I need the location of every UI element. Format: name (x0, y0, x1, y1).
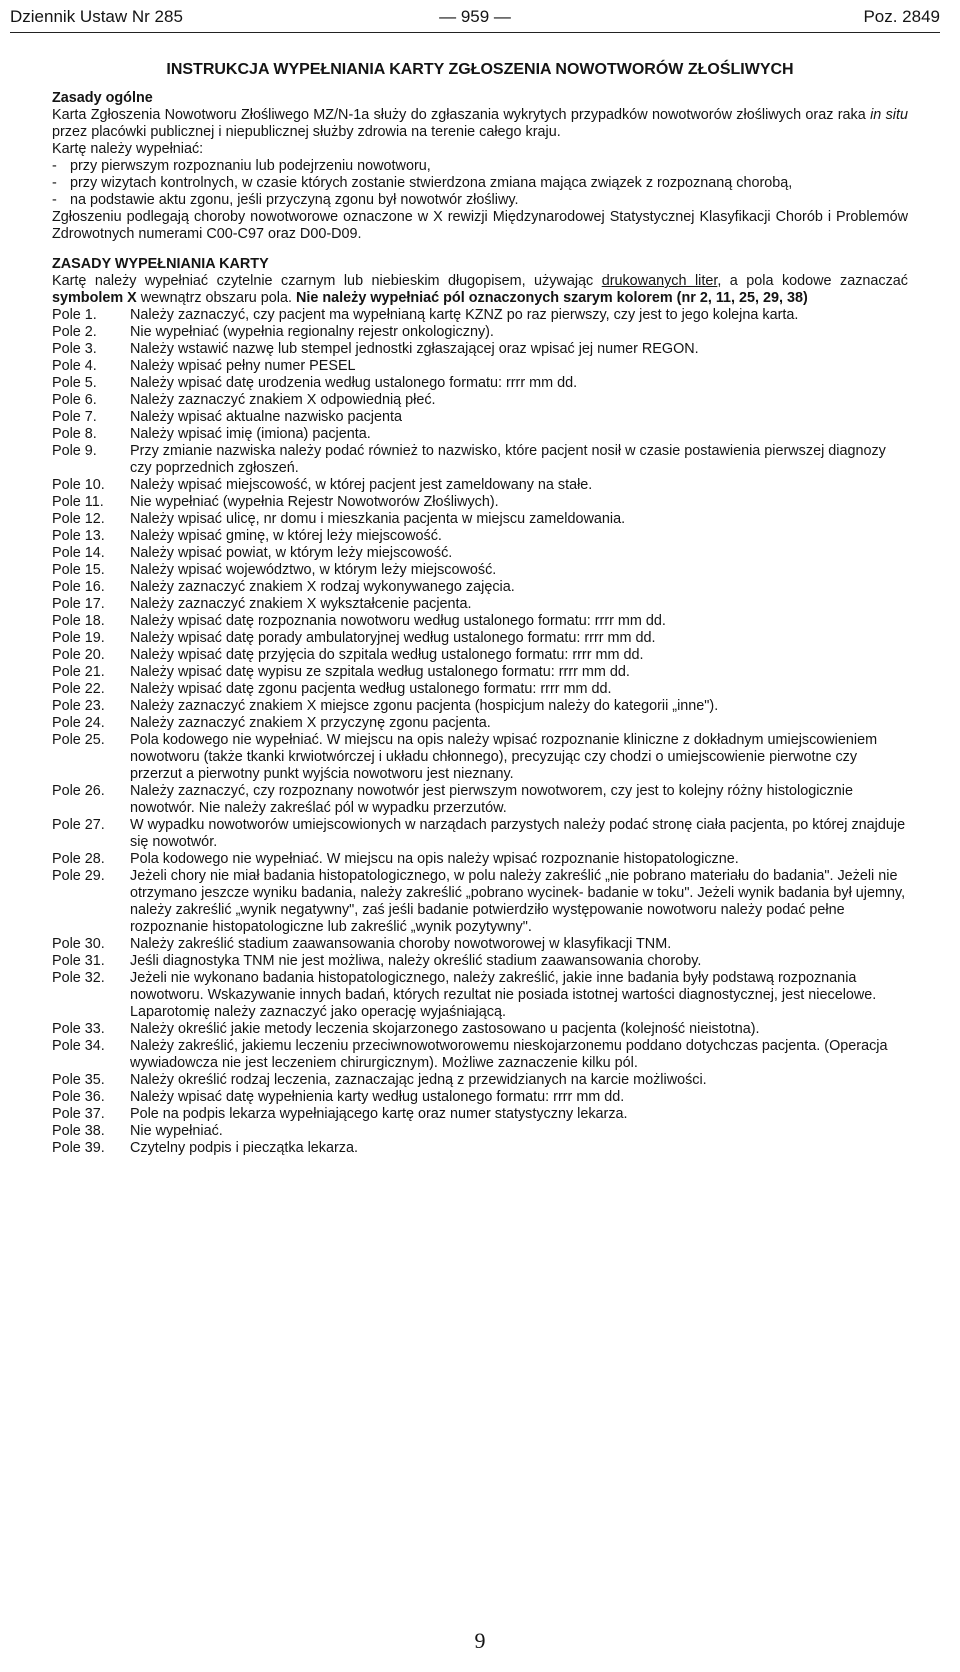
field-instruction-row (52, 613, 908, 630)
field-label: Pole 19. (52, 630, 105, 646)
field-instruction-text: Należy wpisać pełny numer PESEL (130, 358, 356, 374)
field-instruction-text: Należy wpisać powiat, w którym leży miejscowość. (130, 545, 453, 561)
field-instruction-row (52, 1089, 908, 1106)
field-instruction-text: Należy zakreślić, jakiemu leczeniu przeciwnowotworowemu nieskojarzonemu poddano dotychczas pacjenta. (Operacja wywiadowcza nie jest leczeniem chirurgicznym). Możliwe zaznaczenie kilku pól. (130, 1038, 888, 1071)
fill-condition-text: przy wizytach kontrolnych, w czasie których zostanie stwierdzona zmiana mająca związek z rozpoznaną chorobą, (70, 175, 793, 191)
field-instruction-text: Należy zaznaczyć znakiem X rodzaj wykonywanego zajęcia. (130, 579, 515, 595)
field-instruction-text: Jeżeli chory nie miał badania histopatologicznego, w polu należy zakreślić „nie pobrano materiału do badania". Jeżeli nie otrzymano jeszcze wyniku badania, należy zakreślić „pobrano wycinek- badanie w toku". Jeżeli wynik badania był ujemny, należy zakreślić „wynik negatywny", zaś jeśli badanie potwierdziło występowanie nowotworu należy podać pełne rozpoznanie histopatologiczne lub zakreślić „wynik pozytywny". (130, 868, 906, 935)
field-instruction-row (52, 970, 908, 1021)
field-instruction-text: Nie wypełniać. (130, 1123, 223, 1139)
field-instruction-row (52, 1106, 908, 1123)
bullet-dash: - (52, 192, 57, 208)
field-label: Pole 10. (52, 477, 105, 493)
bold-text: symbolem X (52, 290, 137, 306)
field-label: Pole 4. (52, 358, 97, 374)
field-instruction-text: Należy określić rodzaj leczenia, zaznaczając jedną z przewidzianych na karcie możliwości. (130, 1072, 707, 1088)
field-instruction-text: Należy wpisać ulicę, nr domu i mieszkania pacjenta w miejscu zameldowania. (130, 511, 626, 527)
field-instruction-text: Należy wpisać datę wypełnienia karty według ustalonego formatu: rrrr mm dd. (130, 1089, 625, 1105)
paragraph-text: przez placówki publicznej i niepublicznej służby zdrowia na terenie całego kraju. (52, 124, 561, 140)
field-instruction-text: Pole na podpis lekarza wypełniającego kartę oraz numer statystyczny lekarza. (130, 1106, 628, 1122)
underlined-text: drukowanych liter (601, 273, 718, 289)
field-label: Pole 7. (52, 409, 97, 425)
paragraph-italic-text: in situ (870, 107, 908, 123)
field-instruction-text: Należy zaznaczyć znakiem X wykształcenie pacjenta. (130, 596, 472, 612)
field-instruction-text: Należy zaznaczyć znakiem X przyczynę zgonu pacjenta. (130, 715, 491, 731)
field-instruction-text: Jeśli diagnostyka TNM nie jest możliwa, należy określić stadium zaawansowania choroby. (130, 953, 702, 969)
field-instruction-row (52, 1021, 908, 1038)
field-instruction-row (52, 545, 908, 562)
field-label: Pole 36. (52, 1089, 105, 1105)
header-divider (10, 32, 940, 33)
field-instruction-row (52, 358, 908, 375)
field-instruction-row (52, 698, 908, 715)
field-instruction-row (52, 375, 908, 392)
field-instruction-text: Należy wpisać gminę, w której leży miejscowość. (130, 528, 442, 544)
field-instruction-row (52, 783, 908, 817)
field-label: Pole 1. (52, 307, 97, 323)
field-instruction-row (52, 647, 908, 664)
document-title: INSTRUKCJA WYPEŁNIANIA KARTY ZGŁOSZENIA NOWOTWORÓW ZŁOŚLIWYCH (166, 61, 794, 78)
field-instruction-text: Należy wpisać aktualne nazwisko pacjenta (130, 409, 402, 425)
field-instruction-text: Należy wpisać województwo, w którym leży miejscowość. (130, 562, 497, 578)
field-instruction-text: Należy wpisać datę przyjęcia do szpitala według ustalonego formatu: rrrr mm dd. (130, 647, 644, 663)
fill-condition-item (52, 175, 908, 192)
field-label: Pole 12. (52, 511, 105, 527)
field-label: Pole 6. (52, 392, 97, 408)
field-instruction-row (52, 868, 908, 936)
filling-rules-heading: ZASADY WYPEŁNIANIA KARTY (52, 256, 269, 272)
field-instruction-row (52, 1140, 908, 1157)
field-instruction-row (52, 715, 908, 732)
field-label: Pole 5. (52, 375, 97, 391)
field-label: Pole 28. (52, 851, 105, 867)
field-instruction-text: Należy zaznaczyć, czy pacjent ma wypełnianą kartę KZNZ po raz pierwszy, czy jest to jego kolejna karta. (130, 307, 799, 323)
paragraph-text: Karta Zgłoszenia Nowotworu Złośliwego MZ/N-1a służy do zgłaszania wykrytych przypadków nowotworów złośliwych oraz raka (52, 107, 871, 123)
journal-page: — 959 — (439, 7, 511, 26)
reporting-scope-paragraph: Zgłoszeniu podlegają choroby nowotworowe oznaczone w X rewizji Międzynarodowej Statystycznej Klasyfikacji Chorób i Problemów Zdrowotnych numerami C00-C97 oraz D00-D09. (52, 209, 908, 242)
document-body (52, 60, 908, 1157)
field-instruction-text: Pola kodowego nie wypełniać. W miejscu na opis należy wpisać rozpoznanie histopatologiczne. (130, 851, 739, 867)
field-instruction-text: Należy zakreślić stadium zaawansowania choroby nowotworowej w klasyfikacji TNM. (130, 936, 672, 952)
page-number: 9 (474, 1628, 486, 1653)
field-label: Pole 29. (52, 868, 105, 884)
field-label: Pole 3. (52, 341, 97, 357)
field-label: Pole 31. (52, 953, 105, 969)
field-label: Pole 39. (52, 1140, 105, 1156)
field-instruction-text: Jeżeli nie wykonano badania histopatologicznego, należy zakreślić, jakie inne badania były podstawą rozpoznania nowotworu. Wskazywanie innych badań, których rezultat nie posiada istotnej wartości diagnostycznej, jest niecelowe. Laparotomię należy zaznaczyć jako operację wyjaśniającą. (130, 970, 877, 1020)
field-label: Pole 22. (52, 681, 105, 697)
field-label: Pole 35. (52, 1072, 105, 1088)
bullet-dash: - (52, 158, 57, 174)
field-label: Pole 9. (52, 443, 97, 459)
field-instruction-text: Należy wpisać datę porady ambulatoryjnej według ustalonego formatu: rrrr mm dd. (130, 630, 656, 646)
field-instruction-row (52, 630, 908, 647)
field-instruction-row (52, 1038, 908, 1072)
field-instruction-text: Należy zaznaczyć znakiem X miejsce zgonu pacjenta (hospicjum należy do kategorii „inne"). (130, 698, 719, 714)
field-label: Pole 34. (52, 1038, 105, 1054)
field-instruction-row (52, 936, 908, 953)
field-label: Pole 2. (52, 324, 97, 340)
field-instruction-row (52, 817, 908, 851)
field-instruction-row (52, 1072, 908, 1089)
field-instruction-row (52, 443, 908, 477)
field-label: Pole 33. (52, 1021, 105, 1037)
field-instruction-text: Należy wpisać datę urodzenia według ustalonego formatu: rrrr mm dd. (130, 375, 578, 391)
field-label: Pole 16. (52, 579, 105, 595)
field-instruction-row (52, 341, 908, 358)
field-label: Pole 20. (52, 647, 105, 663)
journal-name: Dziennik Ustaw Nr 285 (10, 7, 183, 26)
general-rules-paragraph (52, 107, 908, 141)
paragraph-text: , a pola kodowe zaznaczać (717, 273, 908, 289)
field-label: Pole 27. (52, 817, 105, 833)
paragraph-text: wewnątrz obszaru pola. (136, 290, 296, 306)
fill-condition-item (52, 158, 908, 175)
field-instruction-text: Przy zmianie nazwiska należy podać również to nazwisko, które pacjent nosił w czasie postawienia pierwszej diagnozy czy poprzednich zgłoszeń. (130, 443, 886, 476)
field-label: Pole 26. (52, 783, 105, 799)
field-instruction-row (52, 579, 908, 596)
field-instruction-row (52, 1123, 908, 1140)
field-instruction-row (52, 851, 908, 868)
fill-conditions-list (52, 158, 908, 209)
field-instruction-row (52, 562, 908, 579)
field-label: Pole 14. (52, 545, 105, 561)
field-label: Pole 11. (52, 494, 104, 510)
field-instruction-row (52, 426, 908, 443)
field-instruction-row (52, 392, 908, 409)
field-instruction-text: Należy wpisać datę wypisu ze szpitala według ustalonego formatu: rrrr mm dd. (130, 664, 630, 680)
field-label: Pole 21. (52, 664, 105, 680)
field-instruction-text: Należy określić jakie metody leczenia skojarzonego zastosowano u pacjenta (kolejność nieistotna). (130, 1021, 760, 1037)
field-instruction-row (52, 664, 908, 681)
fill-condition-item (52, 192, 908, 209)
field-label: Pole 37. (52, 1106, 105, 1122)
field-instruction-text: Należy wpisać datę zgonu pacjenta według ustalonego formatu: rrrr mm dd. (130, 681, 612, 697)
field-instruction-text: Należy wpisać imię (imiona) pacjenta. (130, 426, 371, 442)
field-instruction-row (52, 409, 908, 426)
field-instruction-row (52, 681, 908, 698)
paragraph-text: Kartę należy wypełniać czytelnie czarnym lub niebieskim długopisem, używając (52, 273, 602, 289)
filling-rules-paragraph (52, 273, 908, 307)
page-header (10, 6, 940, 30)
field-label: Pole 15. (52, 562, 105, 578)
general-rules-heading: Zasady ogólne (52, 90, 153, 106)
field-instruction-row (52, 324, 908, 341)
field-instruction-row (52, 494, 908, 511)
field-instruction-text: Czytelny podpis i pieczątka lekarza. (130, 1140, 358, 1156)
field-instruction-text: Nie wypełniać (wypełnia regionalny rejestr onkologiczny). (130, 324, 494, 340)
field-instruction-row (52, 732, 908, 783)
field-label: Pole 30. (52, 936, 105, 952)
field-instruction-text: Należy zaznaczyć znakiem X odpowiednią płeć. (130, 392, 436, 408)
field-instruction-row (52, 596, 908, 613)
fill-intro: Kartę należy wypełniać: (52, 141, 204, 157)
field-instruction-text: Nie wypełniać (wypełnia Rejestr Nowotworów Złośliwych). (130, 494, 499, 510)
field-instruction-text: Należy wstawić nazwę lub stempel jednostki zgłaszającej oraz wpisać jej numer REGON. (130, 341, 699, 357)
position-number: Poz. 2849 (863, 7, 940, 26)
field-label: Pole 8. (52, 426, 97, 442)
field-label: Pole 38. (52, 1123, 105, 1139)
field-label: Pole 18. (52, 613, 105, 629)
field-label: Pole 24. (52, 715, 105, 731)
field-instruction-row (52, 477, 908, 494)
field-instruction-text: W wypadku nowotworów umiejscowionych w narządach parzystych należy podać stronę ciała pacjenta, po której znajduje się nowotwór. (130, 817, 906, 850)
field-instruction-row (52, 511, 908, 528)
field-instruction-text: Należy wpisać miejscowość, w której pacjent jest zameldowany na stałe. (130, 477, 593, 493)
fill-condition-text: przy pierwszym rozpoznaniu lub podejrzeniu nowotworu, (70, 158, 431, 174)
fill-condition-text: na podstawie aktu zgonu, jeśli przyczyną zgonu był nowotwór złośliwy. (70, 192, 519, 208)
field-instruction-text: Pola kodowego nie wypełniać. W miejscu na opis należy wpisać rozpoznanie kliniczne z dokładnym umiejscowieniem nowotworu (także tkanki krwiotwórczej i układu chłonnego), precyzując czy chodzi o umiejscowienie pierwotne czy przerzut a pierwotny punkt wyjścia nowotworu jest nieznany. (130, 732, 878, 782)
bold-text: Nie należy wypełniać pól oznaczonych szarym kolorem (nr 2, 11, 25, 29, 38) (295, 290, 808, 306)
field-instruction-row (52, 953, 908, 970)
field-instruction-text: Należy zaznaczyć, czy rozpoznany nowotwór jest pierwszym nowotworem, czy jest to kolejny różny histologicznie nowotwór. Nie należy zakreślać pól w wypadku przerzutów. (130, 783, 854, 816)
field-instructions-list (52, 307, 908, 1157)
bullet-dash: - (52, 175, 57, 191)
field-label: Pole 17. (52, 596, 105, 612)
field-label: Pole 25. (52, 732, 105, 748)
field-label: Pole 13. (52, 528, 105, 544)
field-label: Pole 32. (52, 970, 105, 986)
field-instruction-text: Należy wpisać datę rozpoznania nowotworu według ustalonego formatu: rrrr mm dd. (130, 613, 666, 629)
field-instruction-row (52, 528, 908, 545)
field-instruction-row (52, 307, 908, 324)
field-label: Pole 23. (52, 698, 105, 714)
